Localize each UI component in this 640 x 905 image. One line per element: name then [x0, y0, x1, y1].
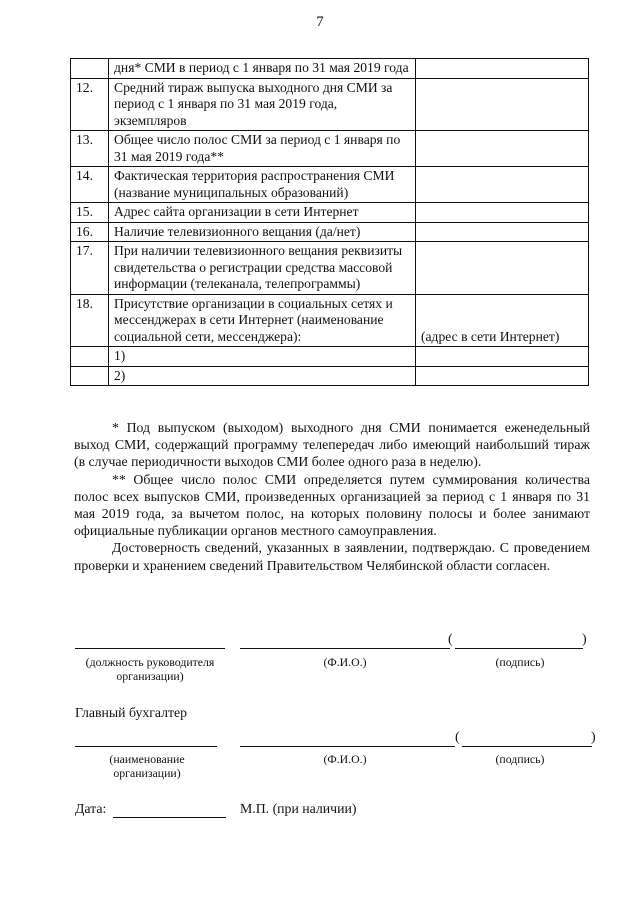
table-row [71, 203, 589, 223]
signature-label: (подпись) [495, 655, 545, 669]
row-number [71, 347, 109, 367]
page-number: 7 [316, 14, 324, 30]
fio-label: (Ф.И.О.) [323, 752, 367, 766]
row-number: 14. [71, 167, 109, 203]
signature-line [462, 746, 592, 747]
table-row [71, 347, 589, 367]
fio-line [240, 648, 450, 649]
chief-accountant-title: Главный бухгалтер [75, 705, 188, 720]
row-value [416, 167, 589, 203]
row-number: 15. [71, 203, 109, 223]
organization-label: (наименование организации) [109, 752, 185, 780]
row-value: (адрес в сети Интернет) [416, 294, 589, 347]
table-row [71, 242, 589, 295]
row-description: 2) [109, 366, 416, 386]
row-value [416, 78, 589, 131]
footnotes [74, 419, 590, 574]
table-row [71, 131, 589, 167]
signature-line [455, 648, 583, 649]
row-description: При наличии телевизионного вещания реквизиты свидетельства о регистрации средства массовой информации (телеканала, телепрограммы) [109, 242, 416, 295]
row-value [416, 131, 589, 167]
row-description: Адрес сайта организации в сети Интернет [109, 203, 416, 223]
fio-label: (Ф.И.О.) [323, 655, 367, 669]
fio-line [240, 746, 455, 747]
row-number: 12. [71, 78, 109, 131]
table-row [71, 59, 589, 79]
row-description: Присутствие организации в социальных сетях и мессенджерах в сети Интернет (наименование социальной сети, мессенджера): [109, 294, 416, 347]
table-row [71, 167, 589, 203]
position-line [75, 648, 225, 649]
organization-line [75, 746, 217, 747]
row-value [416, 347, 589, 367]
row-value [416, 203, 589, 223]
table-row [71, 366, 589, 386]
row-value [416, 222, 589, 242]
date-line [113, 817, 226, 818]
row-number: 13. [71, 131, 109, 167]
row-description: Средний тираж выпуска выходного дня СМИ за период с 1 января по 31 мая 2019 года, экземпляров [109, 78, 416, 131]
row-number: 16. [71, 222, 109, 242]
table-row [71, 222, 589, 242]
certification-statement: Достоверность сведений, указанных в заявлении, подтверждаю. С проведением проверки и хранением сведений Правительством Челябинской области согласен. [74, 540, 590, 573]
info-table [70, 58, 589, 386]
footnote-weekend-issue: * Под выпуском (выходом) выходного дня СМИ понимается еженедельный выход СМИ, содержащий программу телепередач либо имеющий наибольший тираж (в случае периодичности выходов СМИ более одного раза в неделю). [74, 420, 590, 470]
row-description: Общее число полос СМИ за период с 1 января по 31 мая 2019 года** [109, 131, 416, 167]
close-paren: ) [582, 632, 587, 647]
row-number [71, 59, 109, 79]
row-description: Фактическая территория распространения СМИ (название муниципальных образований) [109, 167, 416, 203]
date-label: Дата: [75, 801, 107, 816]
row-description: дня* СМИ в период с 1 января по 31 мая 2019 года [109, 59, 416, 79]
table-row [71, 78, 589, 131]
position-label: (должность руководителя организации) [85, 655, 215, 683]
open-paren: ( [448, 632, 453, 647]
row-description: 1) [109, 347, 416, 367]
stamp-label: М.П. (при наличии) [240, 801, 357, 816]
row-value [416, 59, 589, 79]
signature-label: (подпись) [495, 752, 545, 766]
close-paren: ) [591, 730, 596, 745]
row-description: Наличие телевизионного вещания (да/нет) [109, 222, 416, 242]
open-paren: ( [455, 730, 460, 745]
row-number [71, 366, 109, 386]
row-value [416, 242, 589, 295]
row-number: 18. [71, 294, 109, 347]
footnote-page-count: ** Общее число полос СМИ определяется путем суммирования количества полос всех выпусков СМИ, произведенных организацией за период с 1 января по 31 мая 2019 года, за вычетом полос, на которых половину полосы и более занимают официальные публикации органов местного самоуправления. [74, 471, 590, 539]
row-number: 17. [71, 242, 109, 295]
row-value [416, 366, 589, 386]
table-row [71, 294, 589, 347]
